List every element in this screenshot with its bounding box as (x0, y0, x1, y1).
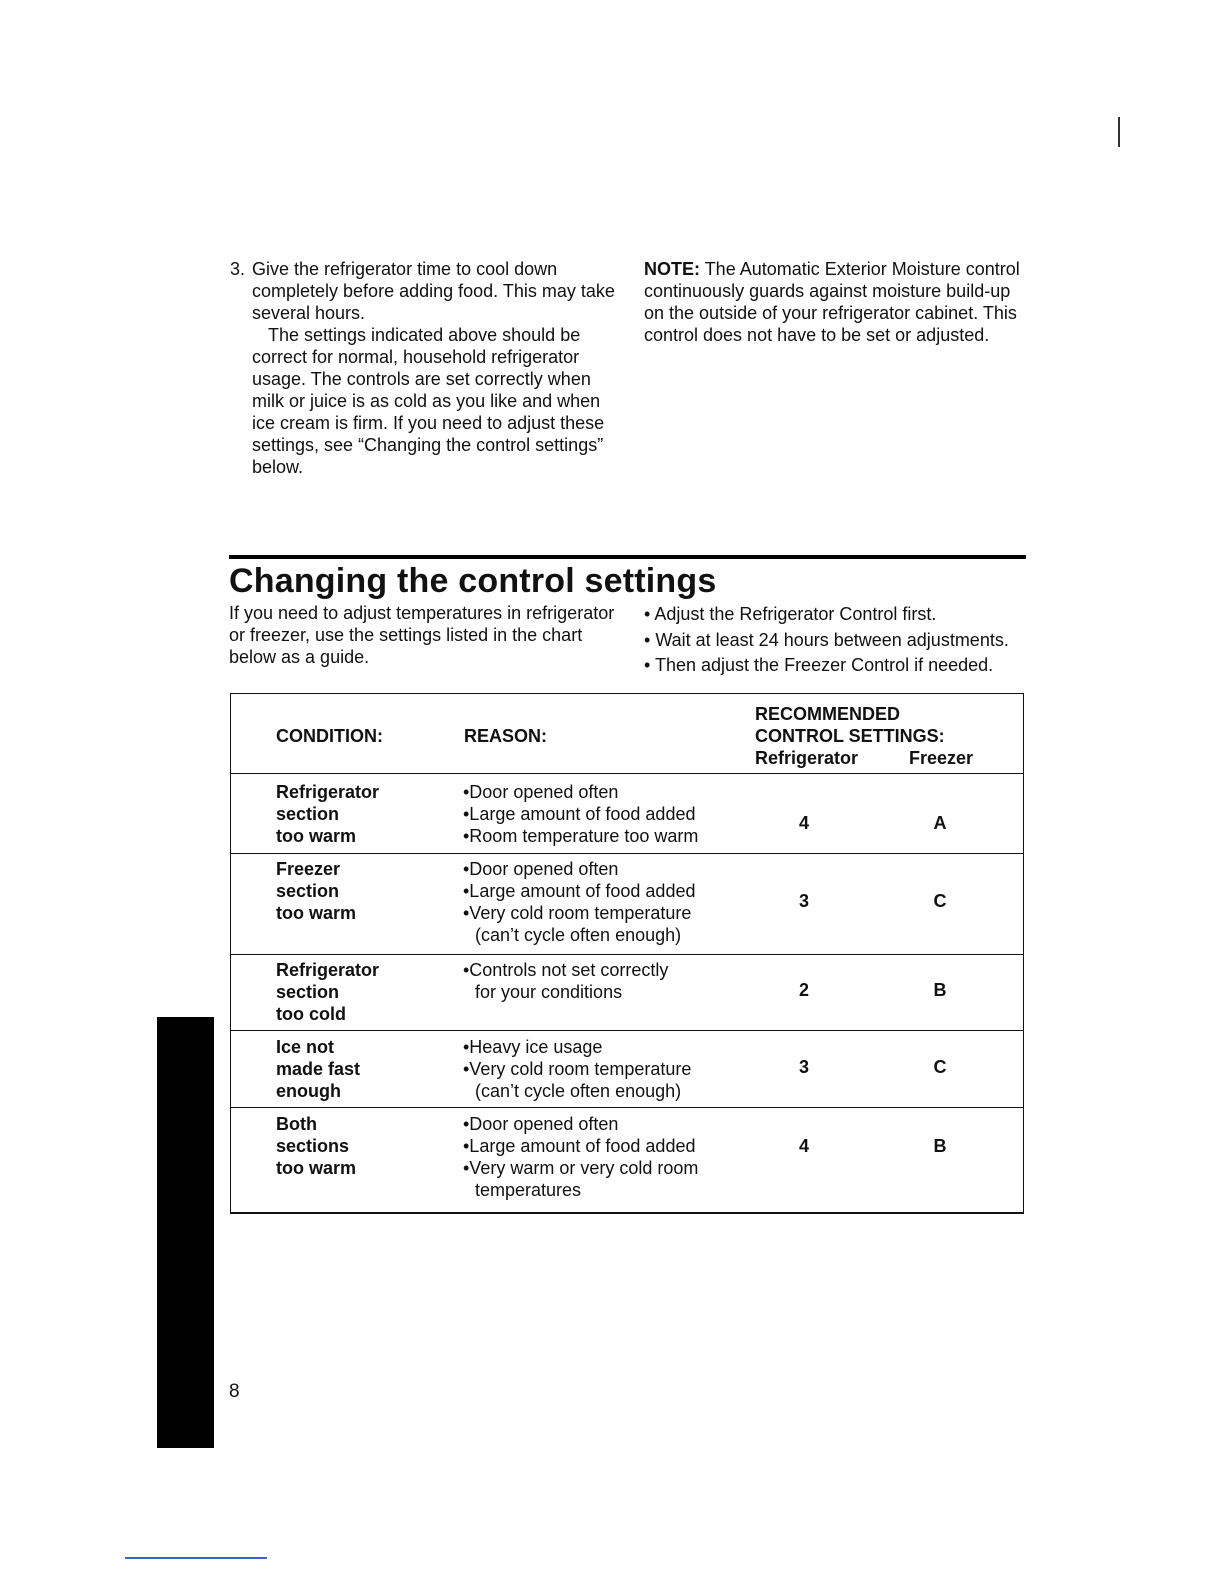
bottom-rule (125, 1557, 267, 1559)
header-freezer: Freezer (909, 748, 974, 768)
note-text: The Automatic Exterior Moisture control continuously guards against moisture build-up on the outside of your refrigerator cabinet. This control does not have to be set or adjusted. (644, 259, 1020, 345)
reason-line: •Room temperature too warm (463, 826, 699, 846)
header-control-settings: CONTROL SETTINGS: (755, 726, 945, 746)
row-divider (231, 773, 1023, 774)
note (644, 258, 1029, 346)
refrigerator-setting: 3 (798, 1057, 809, 1077)
row-divider (231, 1030, 1023, 1031)
page-number: 8 (229, 1381, 240, 1402)
reason-line: •Heavy ice usage (463, 1037, 603, 1057)
freezer-setting: B (933, 980, 947, 1000)
condition-line: Freezer (276, 859, 341, 879)
reason-line: temperatures (475, 1180, 582, 1200)
header-reason: REASON: (464, 726, 548, 746)
header-recommended: RECOMMENDED (755, 704, 901, 724)
refrigerator-setting: 3 (798, 891, 809, 911)
step-number: 3. (230, 259, 246, 279)
row-divider (231, 954, 1023, 955)
reason-line: (can’t cycle often enough) (475, 925, 682, 945)
reason-cell (463, 858, 753, 946)
section-title: Changing the control settings (229, 562, 717, 600)
condition-cell (276, 858, 356, 924)
section-intro: If you need to adjust temperatures in refrigerator or freezer, use the settings listed in the chart below as a guide. (229, 603, 615, 667)
condition-line: made fast (276, 1059, 361, 1079)
section-rule (229, 555, 1026, 559)
row-divider (231, 853, 1023, 854)
section-tab (157, 1017, 214, 1448)
reason-cell (463, 1036, 753, 1102)
freezer-setting: A (933, 813, 947, 833)
step-text: Give the refrigerator time to cool down completely before adding food. This may take several hours. (252, 259, 615, 323)
condition-line: section (276, 881, 340, 901)
reason-line: •Large amount of food added (463, 1136, 696, 1156)
refrigerator-setting: 4 (798, 813, 809, 833)
reason-line: (can’t cycle often enough) (475, 1081, 682, 1101)
condition-line: section (276, 982, 340, 1002)
control-settings-table (230, 693, 1024, 1214)
freezer-setting: B (933, 1136, 947, 1156)
reason-line: for your conditions (475, 982, 623, 1002)
condition-line: section (276, 804, 340, 824)
reason-line: •Very cold room temperature (463, 1059, 692, 1079)
reason-line: •Controls not set correctly (463, 960, 669, 980)
condition-line: too warm (276, 826, 357, 846)
note-label: NOTE: (644, 259, 700, 279)
freezer-setting: C (933, 1057, 947, 1077)
condition-cell (276, 1113, 356, 1179)
row-divider (231, 1107, 1023, 1108)
header-condition: CONDITION: (276, 726, 383, 746)
reason-line: •Large amount of food added (463, 804, 696, 824)
header-refrigerator: Refrigerator (755, 748, 859, 768)
reason-cell (463, 781, 753, 847)
condition-line: enough (276, 1081, 341, 1101)
condition-line: too warm (276, 1158, 357, 1178)
step-3 (230, 258, 625, 478)
condition-line: sections (276, 1136, 350, 1156)
adjustment-step: • Then adjust the Freezer Control if needed. (644, 653, 1044, 679)
condition-cell (276, 959, 379, 1025)
reason-line: •Door opened often (463, 782, 619, 802)
condition-line: too warm (276, 903, 357, 923)
adjustment-steps (644, 602, 1044, 679)
reason-cell (463, 1113, 753, 1201)
condition-line: Refrigerator (276, 960, 380, 980)
adjustment-step: • Adjust the Refrigerator Control first. (644, 602, 1044, 628)
condition-cell (276, 781, 379, 847)
condition-line: too cold (276, 1004, 346, 1024)
reason-line: •Door opened often (463, 859, 619, 879)
reason-line: •Very warm or very cold room (463, 1158, 699, 1178)
freezer-setting: C (933, 891, 947, 911)
condition-line: Both (276, 1114, 317, 1134)
adjustment-step: • Wait at least 24 hours between adjustments. (644, 628, 1044, 654)
reason-line: •Door opened often (463, 1114, 619, 1134)
refrigerator-setting: 2 (798, 980, 809, 1000)
page-edge-mark (1118, 117, 1120, 147)
reason-line: •Very cold room temperature (463, 903, 692, 923)
reason-line: •Large amount of food added (463, 881, 696, 901)
step-paragraph: The settings indicated above should be correct for normal, household refrigerator usage. The controls are set correctly when milk or juice is as cold as you like and when ice cream is firm. If you need to adjust these settings, see “Changing the control settings” below. (252, 325, 605, 477)
refrigerator-setting: 4 (798, 1136, 809, 1156)
condition-line: Ice not (276, 1037, 335, 1057)
reason-cell (463, 959, 753, 1003)
condition-line: Refrigerator (276, 782, 380, 802)
condition-cell (276, 1036, 360, 1102)
